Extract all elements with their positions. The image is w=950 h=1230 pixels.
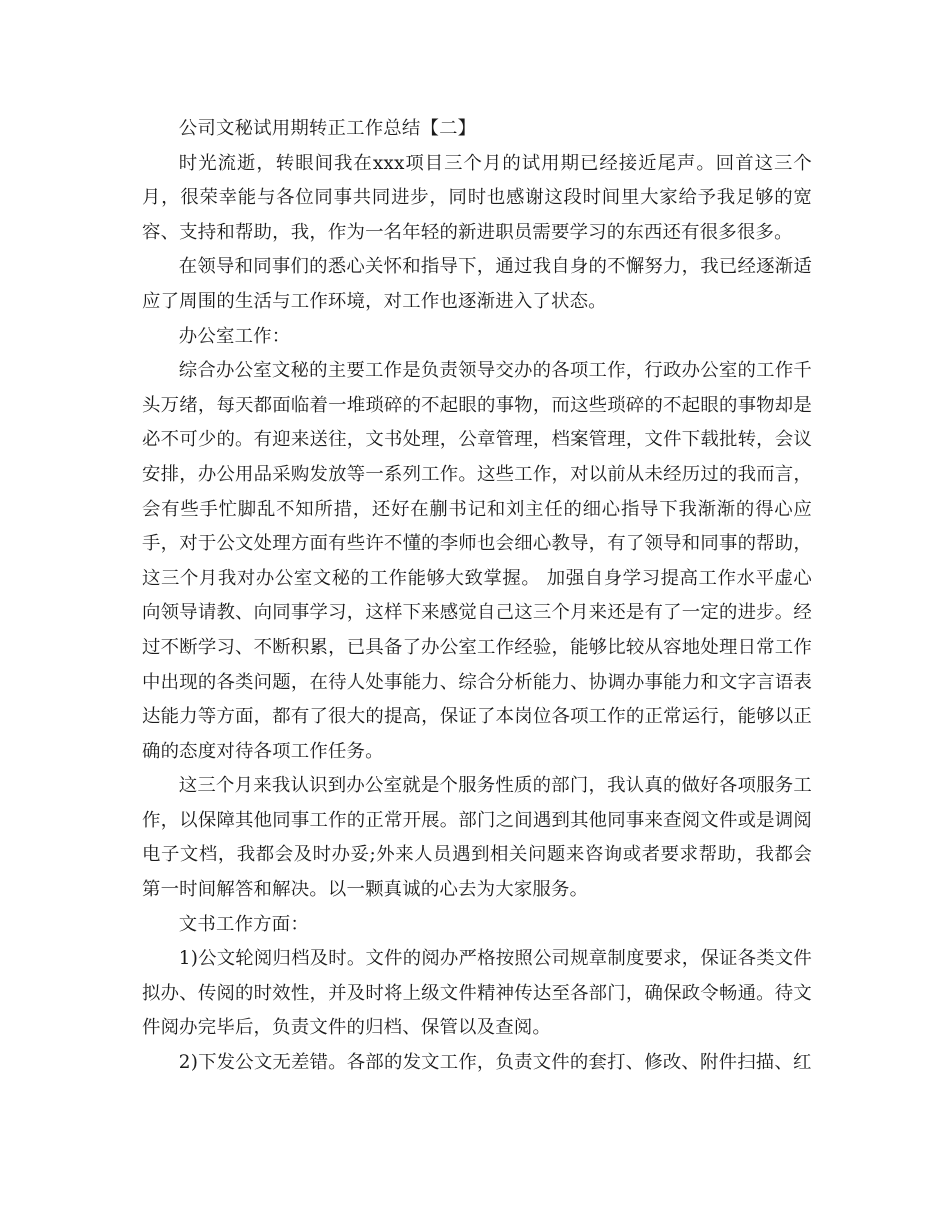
document-title: 公司文秘试用期转正工作总结【二】 [178,118,477,139]
document-body [142,112,812,1081]
list-item-1: 1)公文轮阅归档及时。文件的阅办严格按照公司规章制度要求，保证各类文件拟办、传阅的时效性，并及时将上级文件精神传达至各部门，确保政令畅通。待文件阅办完毕后，负责文件的归档、保管以及查阅。 [142,948,812,1039]
section-heading-office-work: 办公室工作： [178,325,291,347]
section-heading-document-work: 文书工作方面： [178,913,309,935]
paragraph-adaptation: 在领导和同事们的悉心关怀和指导下，通过我自身的不懈努力，我已经逐渐适应了周围的生活与工作环境，对工作也逐渐进入了状态。 [142,256,812,312]
list-item-2: 2)下发公文无差错。各部的发文工作，负责文件的套打、修改、附件扫描、红 [178,1052,812,1074]
paragraph-intro: 时光流逝，转眼间我在xxx项目三个月的试用期已经接近尾声。回首这三个月，很荣幸能与各位同事共同进步，同时也感谢这段时间里大家给予我足够的宽容、支持和帮助，我，作为一名年轻的新进职员需要学习的东西还有很多很多。 [142,152,812,243]
paragraph-service: 这三个月来我认识到办公室就是个服务性质的部门，我认真的做好各项服务工作，以保障其他同事工作的正常开展。部门之间遇到其他同事来查阅文件或是调阅电子文档，我都会及时办妥;外来人员遇到相关问题来咨询或者要求帮助，我都会第一时间解答和解决。以一颗真诚的心去为大家服务。 [142,775,812,901]
paragraph-office-work: 综合办公室文秘的主要工作是负责领导交办的各项工作，行政办公室的工作千头万绪，每天都面临着一堆琐碎的不起眼的事物，而这些琐碎的不起眼的事物却是必不可少的。有迎来送往，文书处理，公章管理，档案管理，文件下载批转，会议安排，办公用品采购发放等一系列工作。这些工作，对以前从未经历过的我而言，会有些手忙脚乱不知所措，还好在蒯书记和刘主任的细心指导下我渐渐的得心应手，对于公文处理方面有些许不懂的李师也会细心教导，有了领导和同事的帮助，这三个月我对办公室文秘的工作能够大致掌握。 加强自身学习提高工作水平虚心向领导请教、向同事学习，这样下来感觉自己这三个月来还是有了一定的进步。经过不断学习、不断积累，已具备了办公室工作经验，能够比较从容地处理日常工作中出现的各类问题，在待人处事能力、综合分析能力、协调办事能力和文字言语表达能力等方面，都有了很大的提高，保证了本岗位各项工作的正常运行，能够以正确的态度对待各项工作任务。 [142,360,812,762]
